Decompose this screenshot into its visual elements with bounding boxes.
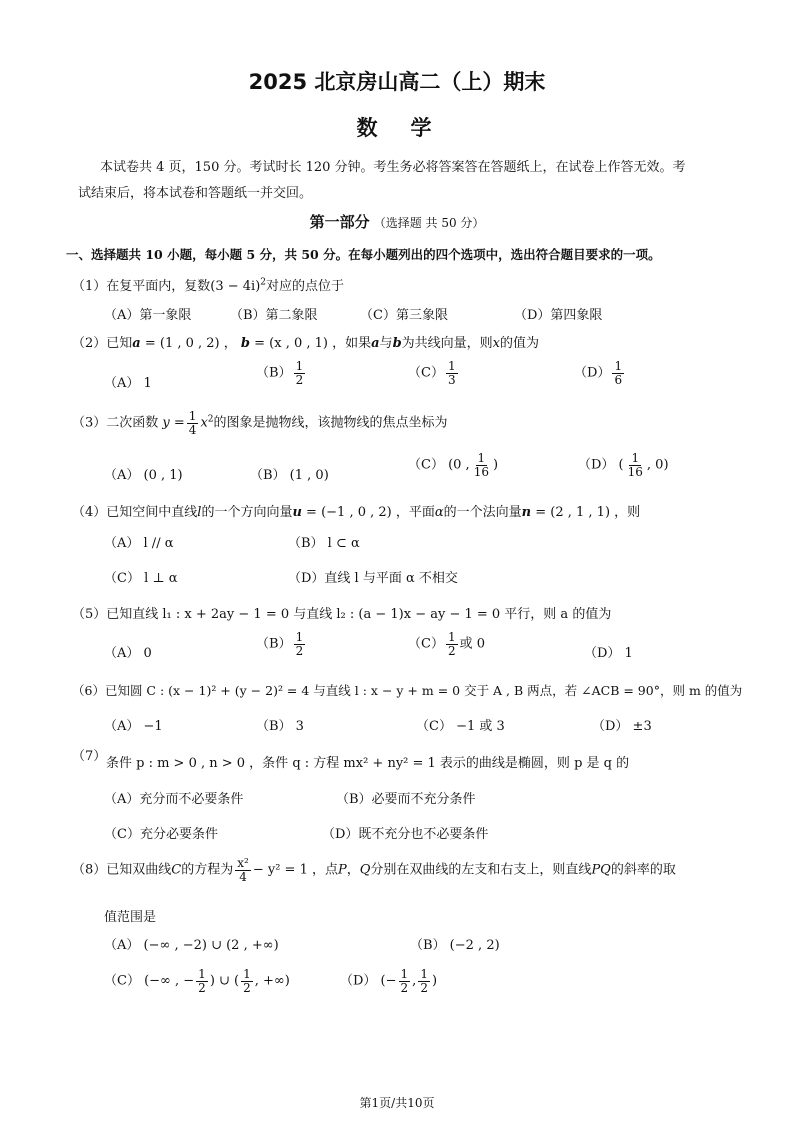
q8-c-fraction-1: $\frac{1}{2}$: [198, 967, 206, 995]
q8-equation: − y² = 1 ，点: [252, 862, 338, 878]
q5-option-d: （D） 1: [584, 646, 633, 661]
q1-exponent: 2: [260, 277, 267, 288]
q8-c-label: （C） (−∞ , −: [104, 973, 195, 989]
q2-b-label: （B）: [256, 365, 292, 381]
q1-text-end: 对应的点位于: [266, 279, 345, 294]
q6-option-c: （C） −1 或 3: [416, 719, 505, 734]
q2-vector-b: b: [240, 336, 250, 351]
q4-plane-alpha: α: [434, 505, 444, 520]
q8-d-label: （D） (−: [340, 973, 397, 989]
question-2-stem: [72, 332, 539, 351]
q5-option-c: [408, 631, 485, 657]
question-4-stem: [72, 501, 640, 520]
question-1-stem: [72, 275, 344, 294]
q4-text-mid2: 的一个法向量: [443, 505, 522, 520]
exam-title: 2025 北京房山高二（上）期末: [248, 70, 546, 94]
q8-d-end: ): [431, 973, 438, 989]
q2-and: 与: [379, 336, 393, 351]
q3-d-label: （D） (: [578, 457, 624, 473]
q6-option-d: （D） ±3: [592, 719, 652, 734]
q8-text-end: 的斜率的取: [610, 862, 676, 878]
q3-d-end: , 0): [646, 457, 669, 473]
q3-option-d: [578, 452, 669, 478]
q3-c-fraction: $\frac{1}{16}$: [473, 451, 489, 479]
q4-u-value: = (−1 , 0 , 2) ，平面: [301, 505, 435, 520]
q2-text-end: 的值为: [500, 336, 540, 351]
q4-option-d: （D）直线 l 与平面 α 不相交: [288, 571, 458, 586]
q8-point-p: P: [337, 862, 347, 878]
q8-point-q: Q: [359, 862, 371, 878]
q8-option-d: [340, 968, 437, 994]
q1-option-c: （C）第三象限: [360, 308, 448, 323]
q4-line-l: l: [197, 505, 202, 520]
q8-c-mid: ) ∪ (: [209, 973, 240, 989]
question-7-number: （7）: [72, 749, 107, 764]
q2-a-value: 1: [143, 376, 152, 391]
q7-option-c: （C）充分必要条件: [104, 827, 218, 842]
page-footer: 第1页/共10页: [359, 1096, 435, 1110]
q3-eq: y =: [162, 415, 185, 431]
q2-d-fraction: $\frac{1}{6}$: [614, 359, 623, 387]
q6-option-b: （B） 3: [256, 719, 304, 734]
q3-d-fraction: $\frac{1}{16}$: [627, 451, 643, 479]
q8-d-mid: ,: [412, 973, 417, 989]
q5-b-label: （B）: [256, 636, 292, 652]
q8-d-fraction-1: $\frac{1}{2}$: [400, 967, 409, 995]
question-8-stem: [72, 857, 676, 883]
q4-n-value: = (2 , 1 , 1) ，则: [531, 505, 641, 520]
q8-c-fraction-2: $\frac{1}{2}$: [243, 967, 251, 995]
q3-c-end: ): [492, 457, 499, 473]
q3-text-end: 的图象是抛物线，该抛物线的焦点坐标为: [213, 415, 448, 431]
q2-option-c: [408, 360, 460, 386]
q4-vector-n: n: [521, 505, 532, 520]
q5-c-fraction: $\frac{1}{2}$: [447, 630, 456, 658]
q8-d-fraction-2: $\frac{1}{2}$: [420, 967, 428, 995]
q4-text-mid: 的一个方向向量: [201, 505, 293, 520]
q6-option-a: （A） −1: [104, 719, 163, 734]
q2-b-fraction: $\frac{1}{2}$: [295, 359, 304, 387]
q4-option-c: （C） l ⊥ α: [104, 571, 178, 586]
q8-text: （8）已知双曲线: [72, 862, 172, 878]
q8-curve-c: C: [171, 862, 182, 878]
q4-vector-u: u: [292, 505, 302, 520]
q8-fraction: $\frac{\text{x²}}{4}$: [237, 856, 249, 884]
q1-option-d: （D）第四象限: [514, 308, 603, 323]
q5-b-fraction: $\frac{1}{2}$: [295, 630, 304, 658]
q2-var-x: x: [492, 336, 501, 351]
q8-c-end: , +∞): [254, 973, 290, 989]
q3-option-a: （A） (0 , 1): [104, 468, 183, 483]
q4-text: （4）已知空间中直线: [72, 505, 198, 520]
q2-option-d: [574, 360, 626, 386]
q2-text: （2）已知: [72, 336, 133, 351]
question-8-stem-line-2: 值范围是: [104, 910, 157, 925]
q1-text: （1）在复平面内，复数: [72, 279, 211, 294]
part-note: （选择题 共 50 分）: [373, 216, 485, 230]
section-title: 一、选择题共 10 小题，每小题 5 分，共 50 分。在每小题列出的四个选项中，选出符合题目要求的一项。: [66, 247, 661, 262]
q4-option-a: （A） l // α: [104, 536, 174, 551]
instructions-line-2: 试结束后，将本试卷和答题纸一并交回。: [78, 186, 313, 201]
q2-b-value: = (x , 0 , 1) ，如果: [250, 336, 372, 351]
subject-title: 数 学: [356, 116, 438, 140]
q3-c-label: （C） (0 ,: [408, 457, 470, 473]
q1-option-b: （B）第二象限: [230, 308, 318, 323]
q7-option-b: （B）必要而不充分条件: [336, 792, 476, 807]
q8-option-b: （B） (−2 , 2): [410, 938, 500, 953]
question-6-stem: （6）已知圆 C : (x − 1)² + (y − 2)² = 4 与直线 l : x − y + m = 0 交于 A , B 两点，若 ∠ACB = 90°，则 m 的值为: [72, 683, 743, 698]
part-title: 第一部分: [309, 213, 370, 231]
q8-option-c: [104, 968, 290, 994]
q3-option-c: [408, 452, 498, 478]
q3-x: x: [200, 415, 208, 431]
q2-c-fraction: $\frac{1}{3}$: [447, 359, 456, 387]
q2-option-a: [104, 372, 152, 391]
q2-a-value: = (1 , 0 , 2) ，: [140, 336, 237, 351]
q2-vector-a: a: [132, 336, 141, 351]
question-7-stem: 条件 p : m > 0 , n > 0 ，条件 q : 方程 mx² + ny² = 1 表示的曲线是椭圆，则 p 是 q 的: [106, 756, 630, 771]
q5-c-end: 或 0: [459, 636, 485, 652]
q8-text-mid: 的方程为: [181, 862, 234, 878]
q2-d-label: （D）: [574, 365, 611, 381]
q8-sep: ，: [346, 862, 360, 878]
q2-vector-a-ref: a: [371, 336, 380, 351]
part-heading: [0, 211, 794, 232]
q8-line-pq: PQ: [591, 862, 611, 878]
q3-fraction: $\frac{1}{4}$: [188, 409, 197, 437]
q5-c-label: （C）: [408, 636, 444, 652]
q8-option-a: （A） (−∞ , −2) ∪ (2 , +∞): [104, 938, 279, 953]
q2-vector-b-ref: b: [392, 336, 402, 351]
q7-option-d: （D）既不充分也不必要条件: [322, 827, 489, 842]
q5-option-b: [256, 631, 307, 657]
q2-option-b: [256, 360, 307, 386]
q1-expr: (3 − 4i): [210, 279, 261, 294]
q4-option-b: （B） l ⊂ α: [288, 536, 360, 551]
q5-option-a: （A） 0: [104, 646, 152, 661]
question-3-stem: [72, 410, 448, 436]
q8-text-mid2: 分别在双曲线的左支和右支上，则直线: [370, 862, 592, 878]
q3-option-b: （B） (1 , 0): [250, 468, 329, 483]
q2-c-label: （C）: [408, 365, 444, 381]
q1-option-a: （A）第一象限: [104, 308, 192, 323]
q2-a-label: （A）: [104, 376, 140, 391]
q3-exponent: 2: [207, 414, 214, 425]
instructions-line-1: 本试卷共 4 页，150 分。考试时长 120 分钟。考生务必将答案答在答题纸上，在试卷上作答无效。考: [100, 160, 686, 175]
question-5-stem: （5）已知直线 l₁ : x + 2ay − 1 = 0 与直线 l₂ : (a − 1)x − ay − 1 = 0 平行，则 a 的值为: [72, 607, 612, 622]
q2-text-mid: 为共线向量，则: [401, 336, 493, 351]
q7-option-a: （A）充分而不必要条件: [104, 792, 244, 807]
q3-text: （3）二次函数: [72, 415, 159, 431]
